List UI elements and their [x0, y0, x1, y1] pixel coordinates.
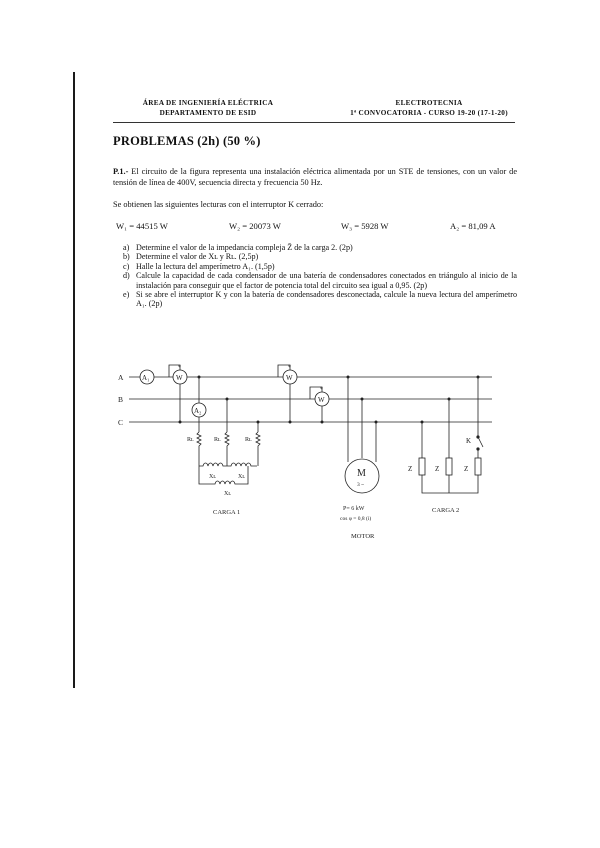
reading-w1: W₁ = 44515 W — [116, 221, 168, 231]
resistor-3 — [256, 432, 260, 466]
carga2-star-bus — [422, 475, 478, 493]
resistor-2 — [225, 432, 229, 466]
question-label: c) — [123, 261, 130, 271]
phase-label-b: B — [118, 395, 124, 404]
ammeter-a2-label: A₂ — [194, 407, 202, 415]
wattmeter-w1-star: * — [178, 365, 181, 371]
wattmeter-w3-star: * — [320, 387, 323, 393]
wattmeter-w2-label: W — [286, 374, 293, 382]
resistor-1 — [197, 432, 201, 466]
carga2-label: CARGA 2 — [432, 507, 460, 514]
junction-dot — [198, 376, 201, 379]
readings-intro: Se obtienen las siguientes lecturas con el interruptor K cerrado: — [113, 200, 324, 209]
phase-label-c: C — [118, 418, 124, 427]
wattmeter-w3-label: W — [318, 396, 325, 404]
resistor-3-label: Rʟ — [245, 437, 252, 443]
junction-dot — [375, 421, 378, 424]
question-text: Calcule la capacidad de cada condensador de una batería de condensadores conectados en triángulo al inicio de la instalación para conseguir que el factor de potencia total del circuito sea igual a 0,95. (2p) — [136, 271, 517, 290]
problem-label: P.1.- — [113, 167, 129, 176]
reading-w2: W₂ = 20073 W — [229, 221, 281, 231]
resistor-2-label: Rʟ — [214, 437, 221, 443]
junction-dot — [257, 421, 260, 424]
question-label: d) — [123, 271, 130, 281]
motor-subscript: 3 ~ — [357, 482, 365, 488]
question-label: b) — [123, 252, 130, 262]
motor-power: P= 6 kW — [343, 506, 365, 512]
impedance-3 — [475, 458, 481, 475]
impedance-2 — [446, 458, 452, 475]
inductor-1-label: Xʟ — [209, 474, 216, 480]
junction-dot — [477, 376, 480, 379]
junction-dot — [289, 421, 292, 424]
impedance-1 — [419, 458, 425, 475]
junction-dot — [179, 421, 182, 424]
header-session: 1ª CONVOCATORIA - CURSO 19-20 (17-1-20) — [350, 108, 508, 117]
motor-label: MOTOR — [351, 533, 375, 540]
impedance-1-label: Z — [408, 465, 413, 473]
junction-dot — [361, 398, 364, 401]
inductor-1 — [199, 463, 227, 466]
problem-text: El circuito de la figura representa una instalación eléctrica alimentada por un STE de tensiones, con un valor de tensión de línea de 400V, secuencia directa y frecuencia 50 Hz. — [113, 167, 517, 187]
reading-w3: W₃ = 5928 W — [341, 221, 389, 231]
ammeter-a1-label: A₁ — [142, 374, 150, 382]
reading-a2: A₂ = 81,09 A — [450, 221, 496, 231]
switch-k-label: K — [466, 437, 472, 445]
question-text: Si se abre el interruptor K y con la batería de condensadores desconectada, calcule la nueva lectura del amperímetro A₁. (2p) — [136, 290, 517, 309]
motor-power-factor: cos φ = 0,8 (i) — [340, 516, 372, 522]
inductor-2-label: Xʟ — [238, 474, 245, 480]
junction-dot — [448, 398, 451, 401]
header-department: DEPARTAMENTO DE ESID — [159, 108, 257, 117]
inductor-2 — [227, 463, 257, 466]
header-area: ÁREA DE INGENIERÍA ELÉCTRICA — [142, 99, 274, 107]
page-title: PROBLEMAS (2h) (50 %) — [113, 134, 261, 148]
junction-dot — [226, 398, 229, 401]
motor-letter: M — [357, 468, 366, 479]
header-subject: ELECTROTECNIA — [395, 99, 463, 107]
junction-dot — [347, 376, 350, 379]
carga1-label: CARGA 1 — [213, 509, 241, 516]
impedance-2-label: Z — [435, 465, 440, 473]
resistor-1-label: Rʟ — [187, 437, 194, 443]
wattmeter-w1-label: W — [176, 374, 183, 382]
switch-k — [478, 437, 483, 447]
wattmeter-w2-star: * — [288, 365, 291, 371]
phase-label-a: A — [118, 373, 124, 382]
question-text: Determine el valor de la impedancia compleja Z̄ de la carga 2. (2p) — [136, 243, 353, 252]
question-label: e) — [123, 290, 130, 300]
switch-k-contact-top — [477, 436, 479, 438]
question-text: Determine el valor de Xʟ y Rʟ. (2,5p) — [136, 252, 259, 262]
question-label: a) — [123, 243, 130, 252]
question-text: Halle la lectura del amperímetro A₁. (1,5p) — [136, 261, 275, 271]
junction-dot — [421, 421, 424, 424]
junction-dot — [321, 421, 324, 424]
impedance-3-label: Z — [464, 465, 469, 473]
inductor-3-label: Xʟ — [224, 491, 231, 497]
